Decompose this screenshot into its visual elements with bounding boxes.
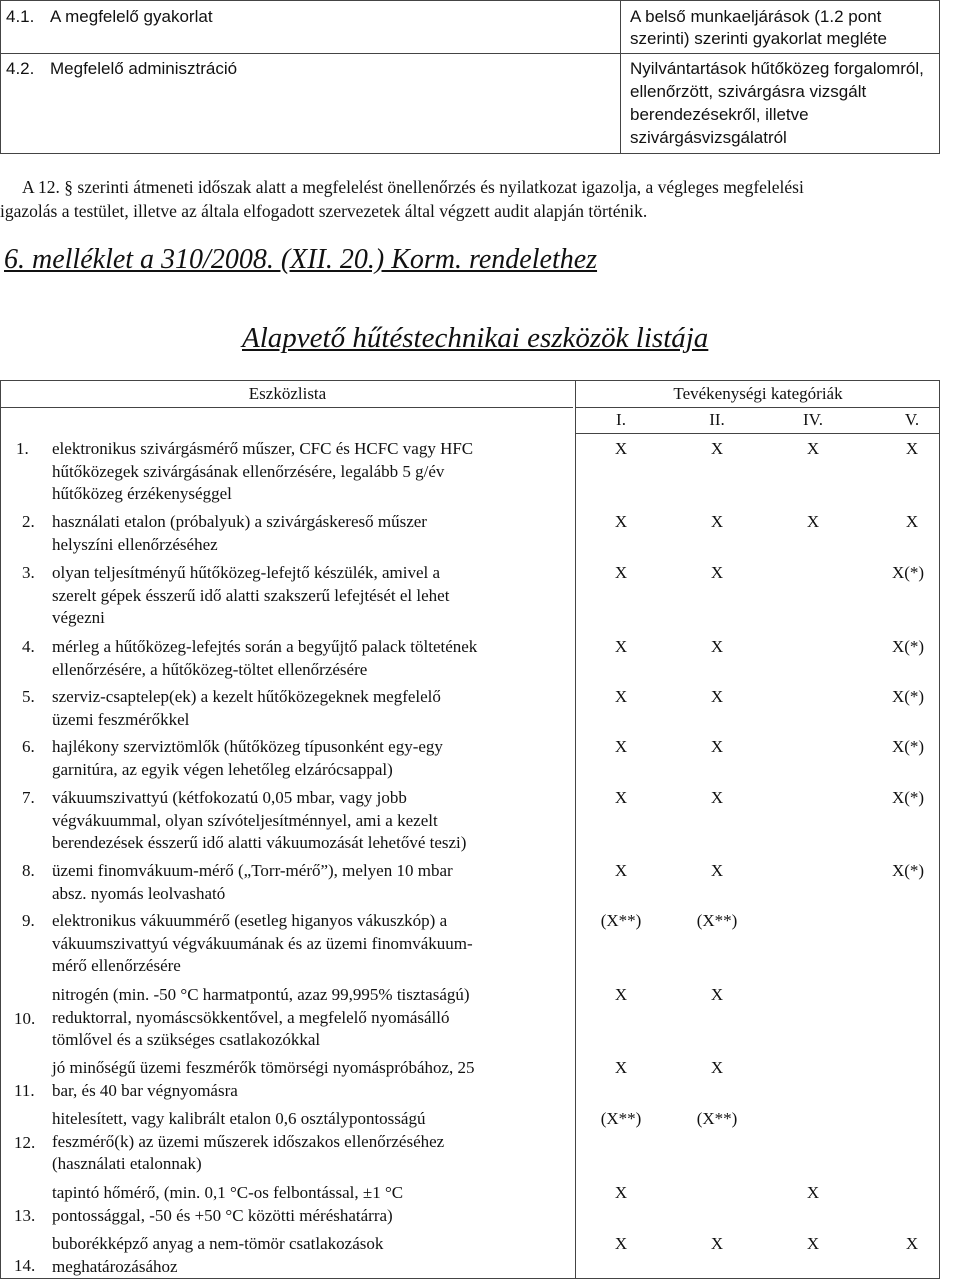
item-line: ellenőrzésére, a hűtőközeg-töltet ellenőrzésére (52, 659, 368, 679)
item-number: 3. (22, 563, 35, 582)
item-description (52, 686, 572, 731)
category-mark: X (710, 637, 724, 656)
item-description (52, 1057, 572, 1102)
item-line: pontossággal, -50 és +50 °C közötti méréshatárra) (52, 1205, 393, 1225)
item-line: garnitúra, az egyik végen lehetőleg elzárócsappal) (52, 759, 393, 779)
list-title: Alapvető hűtéstechnikai eszközök listája (242, 322, 709, 354)
category-mark: X(*) (891, 637, 925, 656)
paragraph-line-2: igazolás a testület, illetve az általa elfogadott szervezetek által végzett audit alapján történik. (0, 201, 648, 221)
item-line: üzemi finomvákuum-mérő („Torr-mérő”), melyen 10 mbar (52, 861, 453, 880)
category-header: V. (904, 410, 920, 429)
item-description (52, 1182, 572, 1227)
item-line: mérleg a hűtőközeg-lefejtés során a begyűjtő palack töltetének (52, 637, 478, 656)
row-value: ellenőrzött, szivárgásra vizsgált (630, 82, 867, 101)
table-border (0, 53, 940, 54)
item-number: 13. (14, 1206, 36, 1225)
category-mark: X (614, 439, 628, 458)
category-mark: (X**) (600, 1109, 642, 1128)
category-mark: X (905, 512, 919, 531)
category-mark: X (614, 737, 628, 756)
item-number: 8. (22, 861, 35, 880)
category-mark: X(*) (891, 563, 925, 582)
item-number: 7. (22, 788, 35, 807)
table-border (0, 380, 940, 381)
item-line: helyszíni ellenőrzéséhez (52, 534, 218, 554)
item-line: hűtőközeg érzékenységgel (52, 484, 232, 503)
category-mark: X (614, 861, 628, 880)
item-line: meghatározásához (52, 1256, 178, 1276)
item-description (52, 511, 572, 556)
item-line: buborékképző anyag a nem-tömör csatlakozások (52, 1234, 384, 1253)
category-mark: X(*) (891, 788, 925, 807)
category-mark: X (806, 1234, 820, 1253)
category-mark: X (710, 687, 724, 706)
item-line: mérő ellenőrzésére (52, 956, 181, 975)
category-mark: X (905, 439, 919, 458)
item-line: nitrogén (min. -50 °C harmatpontú, azaz 99,995% tisztaságú) (52, 985, 470, 1004)
item-description (52, 787, 572, 855)
item-line: tapintó hőmérő, (min. 0,1 °C-os felbontással, ±1 °C (52, 1183, 404, 1202)
item-line: hűtőközegek szivárgásának ellenőrzésére, legalább 5 g/év (52, 461, 445, 481)
table-border (576, 433, 940, 434)
category-mark: X (614, 985, 628, 1004)
item-line: használati etalon (próbalyuk) a szivárgáskereső műszer (52, 512, 427, 531)
item-number: 2. (22, 512, 35, 531)
item-number: 10. (14, 1009, 36, 1028)
item-number: 14. (14, 1256, 36, 1275)
table-border (0, 407, 573, 408)
table-border (0, 380, 1, 1279)
row-number: 4.1. (6, 7, 35, 26)
category-mark: X (614, 1058, 628, 1077)
category-mark: X (614, 512, 628, 531)
table-border (0, 1278, 940, 1279)
item-description (52, 1108, 572, 1176)
category-mark: X(*) (891, 861, 925, 880)
item-line: reduktorral, nyomáscsökkentővel, a megfelelő nyomásálló (52, 1007, 450, 1027)
item-number: 6. (22, 737, 35, 756)
item-line: elektronikus szivárgásmérő műszer, CFC és HCFC vagy HFC (52, 439, 474, 458)
table-border (575, 380, 576, 1279)
category-mark: X(*) (891, 687, 925, 706)
item-line: hajlékony szerviztömlők (hűtőközeg típusonként egy-egy (52, 737, 443, 756)
item-number: 9. (22, 911, 35, 930)
item-description (52, 910, 572, 978)
row-value: A belső munkaeljárások (1.2 pont (630, 7, 882, 26)
table-border (576, 407, 940, 408)
row-label: A megfelelő gyakorlat (50, 7, 213, 26)
item-line: vákuumszivattyú végvákuumának és az üzemi finomvákuum- (52, 933, 473, 953)
category-mark: X (614, 563, 628, 582)
row-value: szerinti) szerinti gyakorlat megléte (630, 29, 887, 48)
header-activity-categories: Tevékenységi kategóriák (673, 384, 843, 403)
category-mark: X (710, 861, 724, 880)
annex-heading: 6. melléklet a 310/2008. (XII. 20.) Korm. rendelethez (4, 244, 598, 275)
item-number: 5. (22, 687, 35, 706)
item-number: 11. (14, 1081, 35, 1100)
category-mark: X (905, 1234, 919, 1253)
category-mark: X (614, 1183, 628, 1202)
item-line: (használati etalonnak) (52, 1154, 202, 1173)
table-border (939, 380, 940, 1279)
category-mark: X (710, 737, 724, 756)
category-mark: X (806, 439, 820, 458)
row-label: Megfelelő adminisztráció (50, 59, 238, 78)
item-line: vákuumszivattyú (kétfokozatú 0,05 mbar, vagy jobb (52, 788, 407, 807)
row-value: Nyilvántartások hűtőközeg forgalomról, (630, 59, 924, 78)
item-number: 4. (22, 637, 35, 656)
item-description (52, 860, 572, 905)
item-number: 12. (14, 1133, 36, 1152)
item-line: elektronikus vákuummérő (esetleg higanyos vákuszkóp) a (52, 911, 448, 930)
row-value: berendezésekről, illetve (630, 105, 809, 124)
category-mark: (X**) (600, 911, 642, 930)
item-line: üzemi feszmérőkkel (52, 709, 190, 729)
item-line: absz. nyomás leolvasható (52, 883, 226, 903)
item-line: végvákuummal, olyan szívóteljesítménnyel, ami a kezelt (52, 810, 438, 830)
item-line: szerviz-csaptelep(ek) a kezelt hűtőközegeknek megfelelő (52, 687, 441, 706)
item-description (52, 438, 572, 506)
item-description (52, 736, 572, 781)
category-mark: (X**) (696, 911, 738, 930)
row-value: szivárgásvizsgálatról (630, 128, 787, 147)
table-border (0, 153, 940, 154)
item-line: bar, és 40 bar végnyomásra (52, 1080, 238, 1100)
item-description (52, 636, 572, 681)
category-header: II. (709, 410, 725, 429)
category-mark: X (710, 1058, 724, 1077)
category-mark: X (710, 788, 724, 807)
table-border (620, 0, 621, 154)
table-border (939, 0, 940, 154)
item-line: tömlővel és a szükséges csatlakozókkal (52, 1030, 321, 1049)
category-mark: X (710, 512, 724, 531)
item-description (52, 1233, 572, 1278)
item-line: berendezések ésszerű idő alatti vákuumozását lehetővé teszi) (52, 833, 467, 852)
table-border (0, 0, 1, 154)
category-header: IV. (803, 410, 823, 429)
category-header: I. (616, 410, 626, 429)
category-mark: X (614, 788, 628, 807)
table-border (0, 0, 940, 1)
category-mark: (X**) (696, 1109, 738, 1128)
category-mark: X (710, 1234, 724, 1253)
category-mark: X (710, 985, 724, 1004)
category-mark: X (710, 563, 724, 582)
item-line: jó minőségű üzemi feszmérők tömörségi nyomáspróbához, 25 (52, 1058, 475, 1077)
item-line: végezni (52, 608, 105, 627)
item-line: olyan teljesítményű hűtőközeg-lefejtő készülék, amivel a (52, 563, 441, 582)
category-mark: X (614, 1234, 628, 1253)
category-mark: X (614, 687, 628, 706)
item-number: 1. (16, 439, 29, 458)
item-description (52, 562, 572, 630)
item-line: feszmérő(k) az üzemi műszerek időszakos ellenőrzéséhez (52, 1131, 445, 1151)
category-mark: X (806, 512, 820, 531)
row-number: 4.2. (6, 59, 35, 78)
category-mark: X (806, 1183, 820, 1202)
category-mark: X(*) (891, 737, 925, 756)
category-mark: X (614, 637, 628, 656)
category-mark: X (710, 439, 724, 458)
item-line: szerelt gépek ésszerű idő alatti szakszerű lefejtését el lehet (52, 585, 450, 605)
item-line: hitelesített, vagy kalibrált etalon 0,6 osztálypontosságú (52, 1109, 426, 1128)
header-equipment-list: Eszközlista (248, 384, 327, 403)
item-description (52, 984, 572, 1052)
paragraph-line-1: A 12. § szerinti átmeneti időszak alatt a megfelelést önellenőrzés és nyilatkozat igazolja, a végleges megfelelési (22, 177, 804, 197)
